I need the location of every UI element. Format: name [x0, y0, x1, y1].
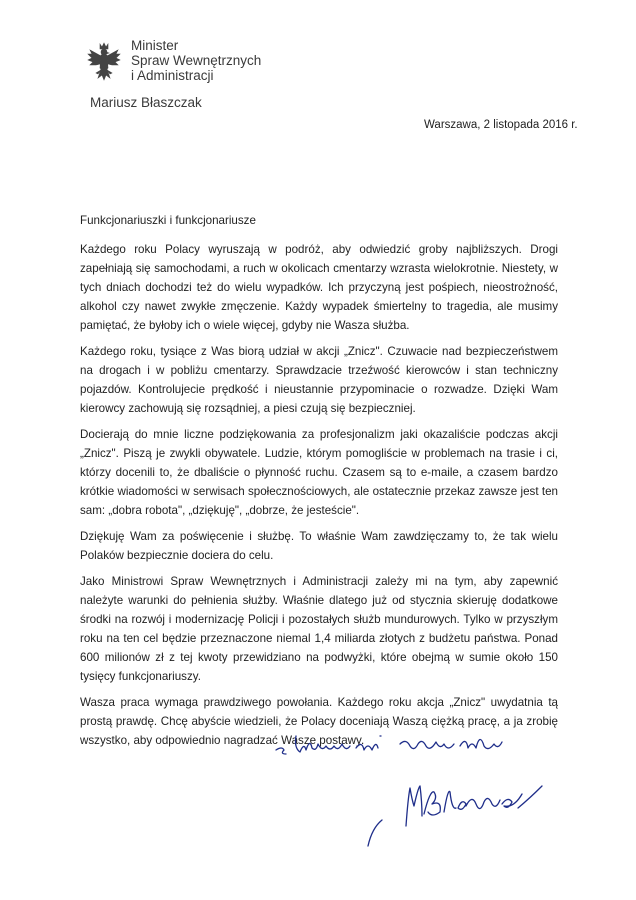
paragraph: Każdego roku, tysiące z Was biorą udział w akcji „Znicz". Czuwacie nad bezpieczeństwem na drogach i w pobliżu cmentarzy. Sprawdzacie trzeźwość kierowców i stan techniczny pojazdów. Kontrolujecie prędkość i nieustannie przypominacie o rozwadze. Dzięki Wam kierowcy zachowują się rozsądniej, a piesi czują się bezpieczniej.: [80, 345, 558, 415]
letterhead: [86, 38, 346, 118]
paragraph: Dziękuję Wam za poświęcenie i służbę. To właśnie Wam zawdzięczamy to, że tak wielu Polaków bezpiecznie dociera do celu.: [80, 530, 558, 562]
paragraph: Jako Ministrowi Spraw Wewnętrznych i Administracji zależy mi na tym, aby zapewnić należyte warunki do pełnienia służby. Właśnie dlatego już od stycznia skieruję dodatkowe środki na rozwój i modernizację Policji i pozostałych służb mundurowych. Tylko w przyszłym roku na ten cel będzie przeznaczone niemal 1,4 miliarda złotych z budżetu państwa. Ponad 600 milionów zł z tej kwoty przewidziano na podwyżki, które obejmą w sumie około 150 tysięcy funkcjonariuszy.: [80, 575, 558, 683]
paragraph: Wasza praca wymaga prawdziwego powołania. Każdego roku akcja „Znicz" uwydatnia tą prostą prawdę. Chcę abyście wiedzieli, że Polacy doceniają Waszą ciężką pracę, a ja zrobię wszystko, aby odpowiednio nagradzać Wasze postawy.: [80, 696, 558, 747]
office-line-2: Spraw Wewnętrznych: [131, 53, 262, 68]
paragraph: Docierają do mnie liczne podziękowania za profesjonalizm jaki okazaliście podczas akcji „Znicz". Piszą je zwykli obywatele. Ludzie, którym pomogliście w problemach na trasie i ci, którzy docenili to, że dbaliście o płynność ruchu. Czasem są to e-maile, a czasem bardzo krótkie wiadomości w serwisach społecznościowych, ale ostatecznie przekaz zawsze jest ten sam: „dobra robota", „dziękuję", „dobrze, że jesteście".: [80, 428, 558, 517]
letter-body: [80, 211, 558, 757]
office-line-1: Minister: [131, 38, 179, 53]
office-line-3: i Administracji: [131, 68, 214, 83]
handwritten-signature: [272, 728, 562, 858]
minister-name: Mariusz Błaszczak: [90, 95, 202, 110]
place-and-date: Warszawa, 2 listopada 2016 r.: [424, 119, 578, 131]
ministry-name: [131, 38, 261, 83]
polish-eagle-emblem-icon: [86, 42, 122, 86]
salutation: Funkcjonariuszki i funkcjonariusze: [80, 214, 256, 227]
paragraph: Każdego roku Polacy wyruszają w podróż, aby odwiedzić groby najbliższych. Drogi zapełniają się samochodami, a ruch w okolicach cmentarzy wzrasta wielokrotnie. Niestety, w tych dniach dochodzi też do wielu wypadków. Ich przyczyną jest pośpiech, nieostrożność, alkohol czy nawet zwykłe zmęczenie. Każdy wypadek śmiertelny to tragedia, ale musimy pamiętać, że byłoby ich o wiele więcej, gdyby nie Wasza służba.: [80, 243, 558, 332]
